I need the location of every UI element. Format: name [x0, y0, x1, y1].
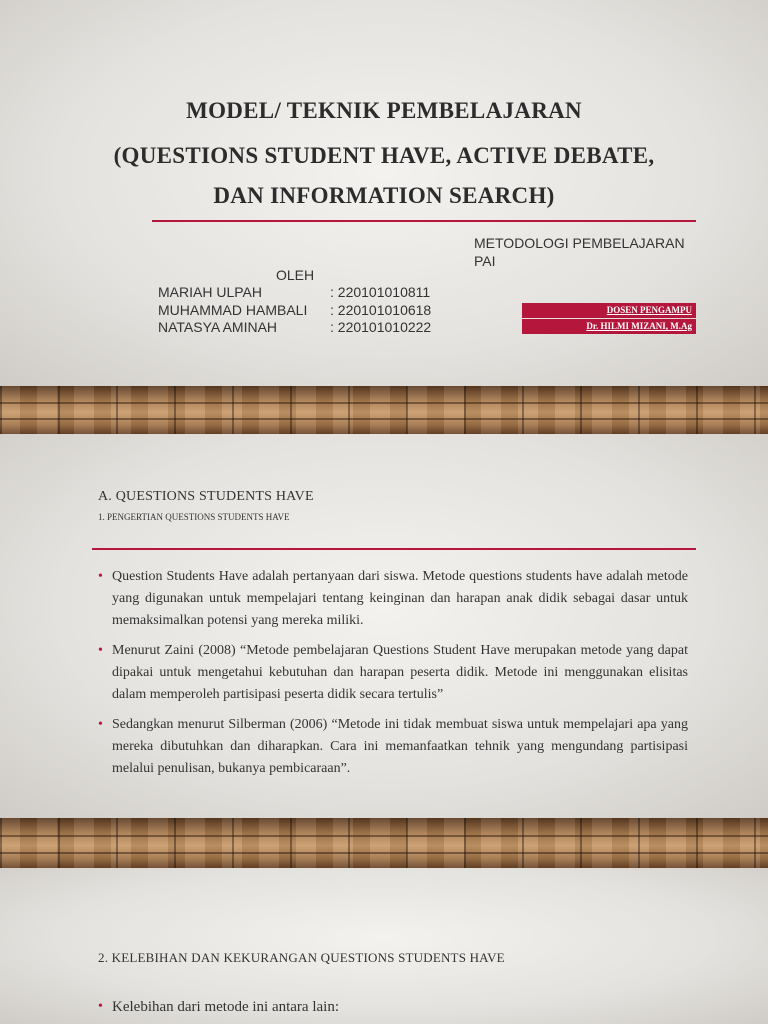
slide-advantages — [0, 868, 768, 1024]
lecturer-name-badge: Dr. HILMI MIZANI, M.Ag — [522, 319, 696, 334]
member-id: : 220101010222 — [330, 319, 432, 335]
section-heading: 2. KELEBIHAN DAN KEKURANGAN QUESTIONS STUDENTS HAVE — [98, 950, 505, 965]
member-name: MARIAH ULPAH — [158, 284, 262, 300]
wood-floor-middle — [0, 818, 768, 868]
section-divider — [92, 548, 696, 550]
section-subheading: 1. PENGERTIAN QUESTIONS STUDENTS HAVE — [98, 512, 290, 522]
wood-floor-top — [0, 386, 768, 434]
course-name-line-1: METODOLOGI PEMBELAJARAN — [474, 235, 685, 251]
list-item — [98, 714, 688, 780]
list-item — [98, 640, 688, 706]
title-divider — [152, 220, 696, 222]
title-line-2: (QUESTIONS STUDENT HAVE, ACTIVE DEBATE, — [113, 143, 655, 168]
list-item-text: Sedangkan menurut Silberman (2006) “Metode ini tidak membuat siswa untuk mempelajari apa yang mereka dibutuhkan dan diharapkan. Cara ini memanfaatkan tehnik yang mengundang partisipasi melalui penulisan, bukanya pembicaraan”. — [112, 717, 688, 776]
member-id: : 220101010618 — [330, 302, 432, 318]
bullet-icon: • — [98, 643, 103, 658]
lecturer-label-badge: DOSEN PENGAMPU — [522, 303, 696, 318]
definition-list — [98, 566, 688, 788]
by-label: OLEH — [276, 267, 315, 283]
bullet-icon: • — [98, 999, 103, 1014]
slide-definition — [0, 434, 768, 818]
advantages-list — [98, 996, 688, 1024]
bullet-icon: • — [98, 717, 103, 732]
list-item-text: Kelebihan dari metode ini antara lain: — [112, 999, 339, 1015]
member-id: : 220101010811 — [330, 284, 431, 300]
slide-title — [0, 0, 768, 386]
bullet-icon: • — [98, 569, 103, 584]
member-name: MUHAMMAD HAMBALI — [158, 302, 308, 318]
list-item-text: Menurut Zaini (2008) “Metode pembelajaran Questions Student Have merupakan metode yang dapat dipakai untuk mengetahui kebutuhan dan harapan peserta didik. Metode ini menggunakan elisitas dalam memperoleh partisipasi peserta didik secara tertulis” — [112, 643, 688, 702]
list-item — [98, 996, 688, 1018]
title-line-3: DAN INFORMATION SEARCH) — [213, 183, 555, 208]
list-item-text: Question Students Have adalah pertanyaan dari siswa. Metode questions students have adalah metode yang digunakan untuk mempelajari tentang keinginan dan harapan anak didik sebagai dasar untuk memaksimalkan potensi yang mereka miliki. — [112, 569, 688, 628]
course-name-line-2: PAI — [474, 253, 496, 269]
member-name: NATASYA AMINAH — [158, 319, 278, 335]
section-heading: A. QUESTIONS STUDENTS HAVE — [98, 489, 314, 504]
title-line-1: MODEL/ TEKNIK PEMBELAJARAN — [186, 98, 582, 123]
list-item — [98, 566, 688, 632]
